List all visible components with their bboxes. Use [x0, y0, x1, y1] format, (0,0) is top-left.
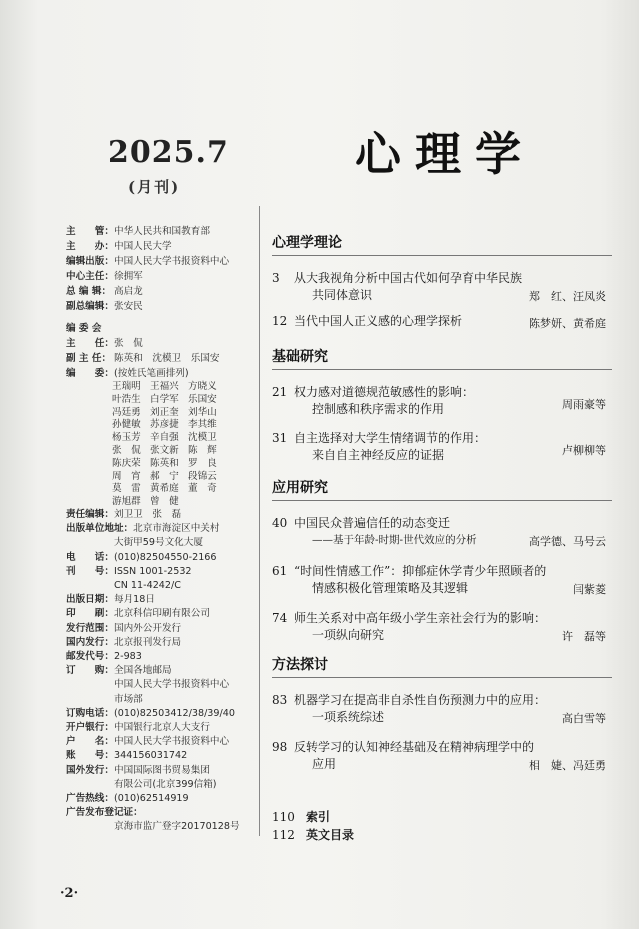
masthead-value: 中国国际图书贸易集团: [114, 764, 210, 776]
editor-name: 白学军: [150, 393, 179, 405]
masthead-value: 中国人民大学书报资料中心: [114, 736, 230, 748]
masthead-value: 有限公司(北京399信箱): [114, 778, 217, 790]
masthead-row: [66, 693, 256, 707]
editor-row: [112, 381, 252, 394]
toc-footer: [272, 808, 472, 844]
masthead-row: [66, 650, 256, 664]
issue-frequency: (月刊): [128, 178, 181, 196]
masthead-row: [66, 284, 256, 299]
masthead-value: 京海市监广登字20170128号: [114, 821, 240, 833]
toc-footer-entry[interactable]: [272, 826, 472, 844]
masthead-value: 张安民: [114, 301, 143, 312]
masthead-value: 张 侃: [114, 338, 143, 349]
masthead-label: 户 名：: [66, 736, 114, 748]
toc-entry-line1: [272, 384, 606, 401]
masthead-label: 国外发行：: [66, 764, 114, 776]
masthead-value: CN 11-4242/C: [114, 580, 181, 592]
masthead-label: 编辑出版：: [66, 256, 114, 267]
toc-entry-line2: 应用: [312, 757, 337, 771]
masthead-row: [66, 792, 256, 806]
editor-name: 叶浩生: [112, 393, 141, 405]
toc-entry-title: 师生关系对中高年级小学生亲社会行为的影响：: [294, 611, 547, 625]
editor-row: [112, 394, 252, 407]
masthead-row: [66, 707, 256, 721]
toc-footer-title: 英文目录: [306, 828, 355, 842]
masthead-value: 高启龙: [114, 286, 143, 297]
masthead-label: 电 话：: [66, 551, 114, 563]
masthead-value: 中华人民共和国教育部: [114, 226, 210, 237]
masthead-value: 大街甲59号文化大厦: [114, 537, 203, 549]
editor-name: 王福兴: [150, 381, 179, 392]
toc-author: 陈梦妍、黄希庭: [529, 317, 606, 330]
masthead-value: 北京报刊发行局: [114, 636, 182, 648]
toc-entry[interactable]: [272, 430, 606, 464]
masthead-value: 北京科信印刷有限公司: [114, 608, 210, 620]
masthead-value: 中国人民大学书报资料中心: [114, 679, 230, 691]
masthead-committee-roles: [66, 336, 256, 381]
issue-number: 2025.7: [108, 135, 229, 170]
masthead-label: 主 任：: [66, 338, 114, 349]
masthead-value: 2-983: [114, 651, 142, 663]
editor-name: 刘华山: [188, 406, 217, 418]
masthead-label: 印 刷：: [66, 608, 114, 620]
toc-entry[interactable]: [272, 270, 606, 304]
toc-footer-title: 索引: [306, 810, 331, 824]
editor-name: 罗 良: [188, 457, 217, 469]
masthead-row: [66, 664, 256, 678]
masthead-row: [66, 508, 256, 522]
toc-entry-line1: [272, 515, 606, 532]
editor-name: 陈英和: [150, 457, 179, 469]
toc-entry-line2: ——基于年龄-时期-世代效应的分析: [312, 534, 477, 546]
masthead-label: 订 购：: [66, 665, 114, 677]
toc-author: 高白雪等: [562, 712, 606, 725]
editor-row: [112, 432, 252, 445]
masthead-committee: [66, 321, 256, 336]
toc-entry[interactable]: [272, 610, 606, 644]
masthead-value: (010)82503412/38/39/40: [114, 707, 235, 719]
editor-name: 游旭群: [112, 496, 141, 508]
toc-entry-line2: 来自自主神经反应的证据: [312, 448, 445, 462]
toc-author: 高学德、马号云: [529, 535, 606, 548]
toc-entry-title: 自主选择对大学生情绪调节的作用：: [294, 431, 487, 445]
masthead-label: 副总编辑：: [66, 301, 114, 312]
masthead-value: 全国各地邮局: [114, 665, 172, 677]
masthead-row: [66, 366, 256, 381]
editor-name: 王瑞明: [112, 381, 141, 392]
toc-entry-title: 从大我视角分析中国古代如何孕育中华民族: [294, 271, 523, 285]
masthead-label: 广告发布登记证：: [66, 807, 143, 819]
toc-entry-line1: [272, 430, 606, 447]
toc-entry-line2: 控制感和秩序需求的作用: [312, 402, 445, 416]
section-heading: 方法探讨: [272, 654, 612, 678]
editor-name: 段锦云: [188, 470, 217, 482]
editor-row: [112, 483, 252, 496]
editor-name: 冯廷勇: [112, 406, 141, 418]
masthead-row: [66, 299, 256, 314]
editor-name: 黄希庭: [150, 483, 179, 495]
toc-author: 郑 红、汪凤炎: [529, 290, 606, 303]
masthead-row: [66, 636, 256, 650]
toc-entry-title: 机器学习在提高非自杀性自伤预测力中的应用：: [294, 693, 547, 707]
editor-name: 陈 辉: [188, 444, 217, 456]
masthead-value: 每月18日: [114, 594, 155, 606]
editor-name: 郝 宁: [150, 470, 179, 482]
masthead-label: 邮发代号：: [66, 651, 114, 663]
masthead-row: [66, 522, 256, 536]
toc-page-number: 110: [272, 810, 295, 824]
toc-page-number: 98: [272, 740, 288, 754]
masthead-value: 徐拥军: [114, 271, 143, 282]
toc-author: 相 婕、冯廷勇: [529, 759, 606, 772]
masthead-value: 中国银行北京人大支行: [114, 722, 210, 734]
toc-footer-entry[interactable]: [272, 808, 472, 826]
toc-entry-title: 当代中国人正义感的心理学探析: [294, 314, 463, 328]
editor-row: [112, 458, 252, 471]
toc-page-number: 12: [272, 314, 288, 328]
masthead-label: 刊 号：: [66, 565, 114, 577]
toc-entry-line2: 一项纵向研究: [312, 628, 385, 642]
masthead-value: 中国人民大学书报资料中心: [114, 256, 230, 267]
editor-name: 莫 雷: [112, 483, 141, 495]
masthead-row: [66, 735, 256, 749]
masthead-value: 北京市海淀区中关村: [133, 523, 220, 535]
toc-entry-line2: 情感积极化管理策略及其逻辑: [312, 581, 469, 595]
section-heading: 基础研究: [272, 346, 612, 370]
masthead-value: 中国人民大学: [114, 241, 172, 252]
editor-name: 方晓义: [188, 381, 217, 392]
toc-entry[interactable]: [272, 384, 606, 418]
editor-name: 刘正奎: [150, 406, 179, 418]
masthead-value: (010)82504550-2166: [114, 551, 217, 563]
editor-name: 沈模卫: [188, 432, 217, 444]
masthead-row: [66, 678, 256, 692]
masthead-row: [66, 351, 256, 366]
masthead-label: 主 管：: [66, 226, 114, 237]
toc-page-number: 83: [272, 693, 288, 707]
masthead-row: [66, 536, 256, 550]
editor-name: 李其维: [188, 419, 217, 431]
masthead-label: 出版单位地址：: [66, 523, 134, 535]
masthead-row: [66, 269, 256, 284]
masthead-value: (010)62514919: [114, 793, 189, 805]
masthead-label: 总 编 辑：: [66, 286, 112, 297]
masthead-label: 开户银行：: [66, 722, 114, 734]
toc-entry-line2: 一项系统综述: [312, 710, 385, 724]
masthead-row: [66, 778, 256, 792]
toc-entry-title: “时间性情感工作”：抑郁症休学青少年照顾者的: [294, 564, 547, 578]
masthead-label: 责任编辑：: [66, 509, 114, 520]
masthead-row: [66, 806, 256, 820]
toc-entry-line1: [272, 563, 606, 580]
journal-title: 心理学: [355, 127, 535, 181]
editor-name: 陈庆荣: [112, 457, 141, 469]
masthead-label: 主 办：: [66, 241, 114, 252]
editor-row: [112, 419, 252, 432]
toc-entry-title: 中国民众普遍信任的动态变迁: [294, 516, 451, 530]
committee-title: 编 委 会: [66, 323, 102, 334]
toc-author: 闫紫菱: [573, 583, 606, 596]
masthead-row: [66, 565, 256, 579]
masthead-row: [66, 224, 256, 239]
masthead-publication-info: [66, 508, 256, 835]
masthead-row: [66, 254, 256, 269]
editor-name: 杨玉芳: [112, 432, 141, 444]
masthead-row: [66, 579, 256, 593]
editor-name: 董 奇: [188, 483, 217, 495]
masthead-label: 发行范围：: [66, 622, 114, 634]
toc-entry-line1: [272, 270, 606, 287]
section-heading: 应用研究: [272, 477, 612, 501]
masthead-row: [66, 622, 256, 636]
toc-page-number: 112: [272, 828, 295, 842]
editor-row: [112, 445, 252, 458]
editor-row: [112, 471, 252, 484]
masthead-label: 订购电话：: [66, 707, 114, 719]
column-divider: [259, 206, 260, 836]
toc-author: 卢柳柳等: [562, 444, 606, 457]
toc-entry[interactable]: [272, 739, 606, 773]
editor-name: 张文新: [150, 444, 179, 456]
toc-page-number: 3: [272, 271, 280, 285]
toc-entry[interactable]: [272, 515, 606, 549]
editor-name: 曾 健: [150, 496, 179, 508]
editor-row: [112, 407, 252, 420]
masthead-row: [66, 593, 256, 607]
masthead-label: 编 委：: [66, 368, 114, 379]
toc-page-number: 61: [272, 564, 288, 578]
masthead-row: [66, 721, 256, 735]
masthead-label: 账 号：: [66, 750, 114, 762]
toc-entry-line1: [272, 692, 606, 709]
masthead-value: (按姓氏笔画排列): [114, 368, 189, 379]
toc-entry[interactable]: [272, 692, 606, 726]
toc-entry-line1: [272, 610, 606, 627]
editor-name: 苏彦捷: [150, 419, 179, 431]
masthead-value: 市场部: [114, 693, 143, 705]
editor-list: [112, 381, 252, 509]
toc-page-number: 21: [272, 385, 288, 399]
toc-page-number: 40: [272, 516, 288, 530]
masthead-row: [66, 551, 256, 565]
masthead-value: ISSN 1001-2532: [114, 565, 192, 577]
masthead-row: [66, 820, 256, 834]
toc-author: 周雨豪等: [562, 398, 606, 411]
toc-entry-line1: [272, 739, 606, 756]
masthead-value: 刘卫卫 张 磊: [114, 509, 182, 520]
masthead-label: 国内发行：: [66, 636, 114, 648]
masthead-label: 出版日期：: [66, 594, 114, 606]
masthead-label: 副 主 任：: [66, 353, 112, 364]
masthead-publisher: [66, 224, 256, 314]
masthead-row: [66, 239, 256, 254]
toc-entry-line2: 共同体意识: [312, 288, 373, 302]
toc-page-number: 74: [272, 611, 288, 625]
toc-entry[interactable]: [272, 563, 606, 597]
masthead-row: [66, 607, 256, 621]
editor-name: 张 侃: [112, 444, 141, 456]
masthead-value: 344156031742: [114, 750, 188, 762]
toc-author: 许 磊等: [562, 630, 606, 643]
masthead-value: 国内外公开发行: [114, 622, 182, 634]
toc-page-number: 31: [272, 431, 288, 445]
toc-entry-title: 反转学习的认知神经基础及在精神病理学中的: [294, 740, 535, 754]
editor-name: 周 宵: [112, 470, 141, 482]
page-number: ·2·: [60, 886, 79, 901]
masthead-row: [66, 764, 256, 778]
masthead-value: 陈英和 沈模卫 乐国安: [114, 353, 220, 364]
editor-name: 辛自强: [150, 432, 179, 444]
masthead-label: 中心主任：: [66, 271, 114, 282]
toc-entry-title: 权力感对道德规范敏感性的影响：: [294, 385, 475, 399]
toc-entry[interactable]: [272, 313, 606, 330]
section-heading: 心理学理论: [272, 232, 612, 256]
masthead-row: [66, 749, 256, 763]
editor-name: 乐国安: [188, 393, 217, 405]
masthead-row: [66, 336, 256, 351]
masthead-label: 广告热线：: [66, 793, 114, 805]
editor-name: 孙健敏: [112, 419, 141, 431]
